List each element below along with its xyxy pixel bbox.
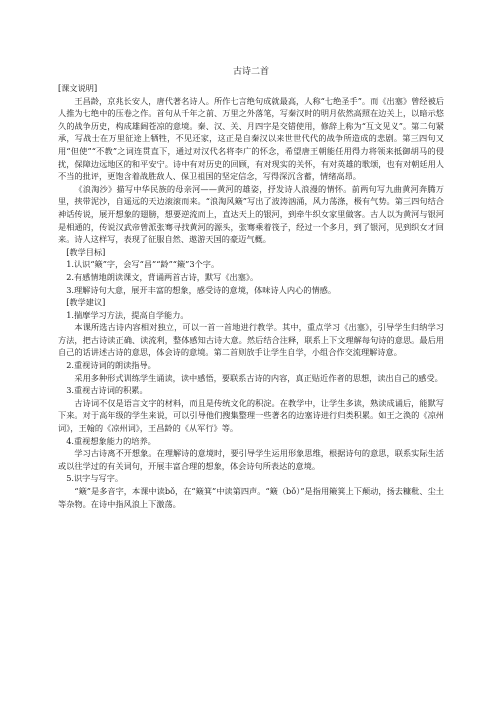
section-advice bbox=[58, 296, 444, 510]
advice-subheading-2: 2.重视诗词的朗读指导。 bbox=[66, 360, 156, 371]
advice-text-4: 学习古诗离不开想象。在理解诗的意境时，要引导学生运用形象思维，根据诗句的意思，联系实际生活或以往学过的有关词句，开展丰富合理的想象，体会诗句所表达的意境。 bbox=[58, 448, 444, 471]
advice-text-2: 采用多种形式训练学生诵读，读中感悟，要联系古诗的内容，真正贴近作者的思想，读出自己的感受。 bbox=[74, 372, 443, 383]
advice-text-1: 本课所选古诗内容相对独立，可以一首一首地进行教学。其中，重点学习《出塞》，引导学生归纳学习方法，把古诗读正确、读流利，整体感知古诗大意。然后结合注释，联系上下文理解每句诗的意思。最后用自己的话讲述古诗的意思，体会诗的意境。第二首则放手让学生自学，小组合作交流理解诗意。 bbox=[58, 322, 444, 358]
document-title: 古诗二首 bbox=[232, 67, 269, 77]
goal-item: 3.理解诗句大意，展开丰富的想象，感受诗的意境，体味诗人内心的情感。 bbox=[66, 284, 337, 295]
advice-subheading-5: 5.识字与写字。 bbox=[66, 473, 124, 484]
section-goals bbox=[58, 246, 444, 296]
section-heading-goals: [教学目标] bbox=[66, 246, 106, 257]
advice-subheading-4: 4.重视想象能力的培养。 bbox=[66, 435, 156, 446]
advice-text-5: “簸”是多音字，本课中读bǒ，在“簸箕”中读第四声。“簸（bǒ）”是指用簸箕上下颠动，扬去糠秕、尘土等杂物。在诗中指风浪上下激荡。 bbox=[58, 486, 444, 509]
intro-paragraph-2: 《浪淘沙》描写中华民族的母亲河——黄河的雄姿，抒发诗人浪漫的情怀。前两句写九曲黄河奔腾万里，挟带泥沙，自遥远的天边滚滚而来。“浪淘风簸”写出了波涛汹涌，风力荡涤，极有气势。第三四句结合神话传说，展开想象的翅膀，想要逆流而上，直达天上的银河，到牵牛织女家里做客。古人以为黄河与银河是相通的，传说汉武帝曾派张骞寻找黄河的源头，张骞乘着筏子，经过一个多月，到了银河，见到织女才回来。诗人这样写，表现了征服自然、遨游天国的豪迈气概。 bbox=[58, 183, 444, 245]
section-heading-advice: [教学建议] bbox=[66, 297, 106, 308]
goal-item: 1.认识“簸”字，会写“昌”“龄”“簸”3个字。 bbox=[66, 259, 220, 270]
intro-paragraph-1: 王昌龄，京兆长安人，唐代著名诗人。所作七言绝句成就最高，人称“七绝圣手”。而《出塞》曾经被后人推为七绝中的压卷之作。首句从千年之前、万里之外落笔，写秦汉时的明月依然高照在边关上，以暗示悠久的战争历史，构成雄阔苍凉的意境。秦、汉、关、月四字是交错使用，修辞上称为“互文见义”。第二句紧承，写战士在万里征途上牺牲，不见还家，这正是自秦汉以来世世代代的战争所造成的悲剧。第三四句又用“但使”“不教”之词连贯直下，通过对汉代名将李广的怀念，希望唐王朝能任用得力将领来抵御胡马的侵扰，保障边远地区的和平安宁。诗中有对历史的回顾，有对现实的关怀，有对英雄的歌颂，也有对朝廷用人不当的批评，更饱含着战胜敌人、保卫祖国的坚定信念，写得深沉含蓄，情绪高昂。 bbox=[58, 95, 444, 182]
goal-item: 2.有感情地朗读课文，背诵两首古诗，默写《出塞》。 bbox=[66, 271, 259, 282]
advice-subheading-3: 3.重视古诗词的积累。 bbox=[66, 385, 148, 396]
advice-subheading-1: 1.揣摩学习方法，提高自学能力。 bbox=[66, 309, 189, 320]
section-heading-intro: [课文说明] bbox=[58, 83, 98, 93]
advice-text-3: 古诗词不仅是语言文字的材料，而且是传统文化的积淀。在教学中，让学生多读，熟读成诵后，能默写下来。对于高年级的学生来说，可以引导他们搜集整理一些著名的边塞诗进行归类积累。如王之涣的《凉州词》，王翰的《凉州词》，王昌龄的《从军行》等。 bbox=[58, 397, 444, 434]
section-intro bbox=[58, 82, 444, 246]
